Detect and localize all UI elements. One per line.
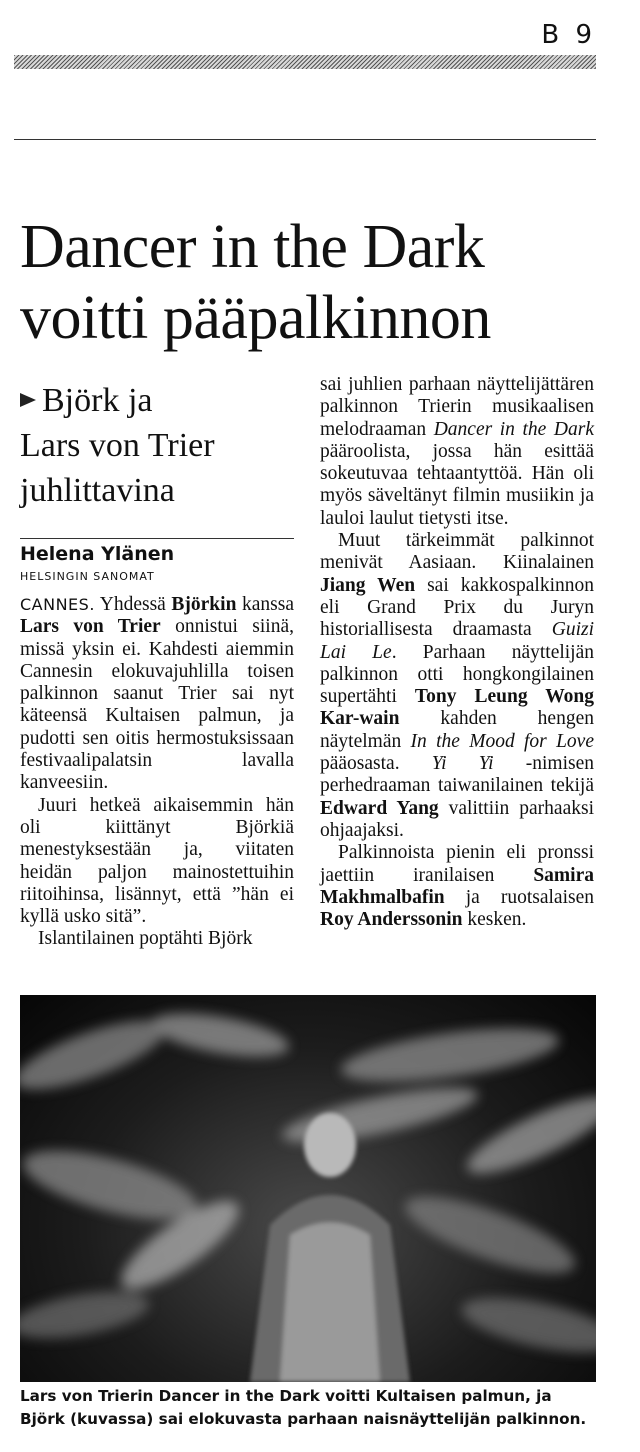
- page-number: B 9: [541, 20, 596, 50]
- person-name: Samira Makhmalbafin: [320, 864, 594, 908]
- person-name: Lars von Trier: [20, 616, 161, 638]
- article-column-left: [20, 594, 294, 951]
- subhead-line-2: Lars von Trier: [20, 427, 215, 464]
- subhead-line-1: Björk ja: [42, 382, 153, 419]
- person-name: Edward Yang: [320, 797, 439, 819]
- news-photo: [20, 995, 596, 1382]
- headline-line-2: voitti pääpalkinnon: [20, 284, 491, 352]
- photo-illustration: [20, 995, 596, 1382]
- person-name: Tony Leung Wong Kar-wain: [320, 686, 594, 730]
- headline-line-1: Dancer in the Dark: [20, 213, 485, 281]
- article-paragraph-5: Palkinnoista pienin eli pronssi jaettiin iranilaisen Samira Makhmalbafin ja ruotsalaisen Roy Anderssonin kesken.: [320, 842, 594, 931]
- person-name: Björkin: [171, 594, 237, 615]
- film-title: Guizi Lai Le: [320, 619, 594, 663]
- person-name: Jiang Wen: [320, 574, 416, 596]
- subheadline: [20, 378, 300, 513]
- headline: [20, 212, 610, 354]
- byline-rule: [20, 538, 294, 539]
- film-title: Dancer in the Dark: [433, 418, 594, 440]
- film-title: In the Mood for Love: [410, 730, 594, 752]
- byline-author: Helena Ylänen: [20, 543, 175, 565]
- article-paragraph-2: Juuri hetkeä aikaisemmin hän oli kiittänyt Björkiä menestyksestään ja, viitaten heidän paljon mainostettuihin riitoihinsa, lisännyt, että ”hän ei kyllä usko sitä”.: [20, 794, 294, 928]
- section-header-band: [14, 55, 596, 69]
- article-paragraph-3-continued: sai juhlien parhaan näyttelijättären palkinnon Trierin musikaalisen melodraaman Dancer in the Dark pääroolista, jossa hän esittää sokeutuvaa tehtaantyttöä. Hän oli myös säveltänyt filmin musiikin ja lauloi laulut tietysti itse.: [320, 374, 594, 529]
- person-name: Roy Anderssonin: [320, 909, 463, 931]
- article-column-right: [320, 374, 594, 931]
- byline-publication: HELSINGIN SANOMAT: [20, 570, 155, 583]
- article-paragraph-4: Muut tärkeimmät palkinnot menivät Aasiaan. Kiinalainen Jiang Wen sai kakkospalkinnon eli Grand Prix du Juryn historiallisesta draamasta Guizi Lai Le. Parhaan näyttelijän palkinnon otti hongkongilainen supertähti Tony Leung Wong Kar-wain kahden hengen näytelmän In the Mood for Love pääosasta. Yi Yi -nimisen perhedraaman taiwanilainen tekijä Edward Yang valittiin parhaaksi ohjaajaksi.: [320, 530, 595, 841]
- triangle-bullet-icon: [20, 393, 36, 407]
- article-paragraph-1: CANNES. Yhdessä Björkin kanssa Lars von Trier onnistui siinä, missä yksin ei. Kahdesti aiemmin Cannesin elokuvajuhlilla toisen palkinnon saanut Trier sai nyt käteensä Kultaisen palmun, ja pudotti sen oitis hermostuksissaan festivaalipalatsin lavalla kanveesiin.: [20, 594, 295, 794]
- article-paragraph-3-start: Islantilainen poptähti Björk: [38, 928, 253, 950]
- subhead-line-3: juhlittavina: [20, 472, 175, 509]
- photo-caption: Lars von Trierin Dancer in the Dark voitti Kultaisen palmun, ja Björk (kuvassa) sai elokuvasta parhaan naisnäyttelijän palkinnon.: [20, 1387, 587, 1428]
- film-title: Yi Yi: [431, 753, 494, 775]
- top-rule: [14, 139, 596, 140]
- central-figure: [250, 1113, 410, 1382]
- dateline: CANNES.: [20, 595, 95, 614]
